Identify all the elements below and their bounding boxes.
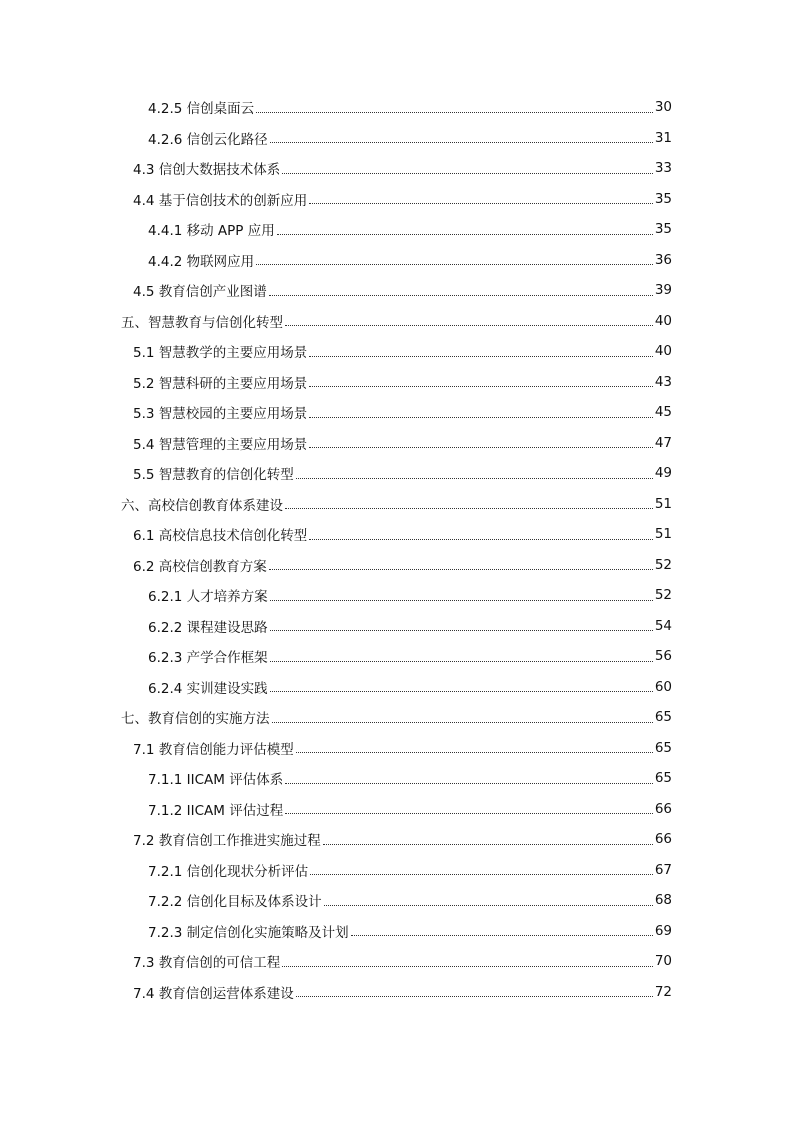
toc-entry[interactable]	[148, 794, 672, 824]
toc-entry[interactable]	[148, 763, 672, 793]
toc-entry-title: 4.4.2 物联网应用	[148, 253, 255, 270]
dot-leader	[324, 905, 653, 906]
toc-entry-title: 5.1 智慧教学的主要应用场景	[133, 345, 308, 361]
toc-entry-title: 5.2 智慧科研的主要应用场景	[133, 375, 308, 392]
toc-entry[interactable]	[148, 885, 672, 915]
toc-entry-title: 7.3 教育信创的可信工程	[133, 955, 281, 971]
toc-entry-title: 六、高校信创教育体系建设	[121, 497, 283, 514]
dot-leader	[285, 783, 653, 784]
toc-entry-page-number: 45	[654, 404, 672, 420]
dot-leader	[296, 478, 653, 479]
dot-leader	[256, 264, 653, 265]
toc-entry[interactable]	[133, 336, 672, 366]
toc-entry[interactable]	[133, 367, 672, 397]
toc-entry-title: 4.2.6 信创云化路径	[148, 131, 268, 148]
toc-entry-page-number: 65	[654, 770, 672, 786]
toc-entry-page-number: 69	[654, 922, 672, 939]
toc-entry[interactable]	[148, 916, 672, 946]
toc-entry-page-number: 30	[654, 99, 672, 115]
toc-entry-page-number: 54	[654, 617, 672, 634]
dot-leader	[277, 234, 653, 235]
toc-entry[interactable]	[133, 275, 672, 305]
toc-entry[interactable]	[133, 458, 672, 488]
toc-entry-page-number: 49	[654, 465, 672, 481]
toc-entry-page-number: 66	[654, 800, 672, 817]
toc-entry-page-number: 67	[654, 861, 672, 878]
dot-leader	[309, 203, 653, 204]
dot-leader	[282, 173, 653, 174]
dot-leader	[269, 569, 653, 570]
toc-entry-page-number: 43	[654, 373, 672, 390]
dot-leader	[270, 661, 653, 662]
toc-entry[interactable]	[148, 214, 672, 244]
toc-entry-title: 6.1 高校信息技术信创化转型	[133, 528, 308, 544]
toc-entry-page-number: 60	[654, 678, 672, 695]
toc-entry-title: 7.1 教育信创能力评估模型	[133, 741, 294, 758]
dot-leader	[309, 539, 653, 540]
toc-entry-title: 7.4 教育信创运营体系建设	[133, 985, 294, 1002]
dot-leader	[310, 874, 653, 875]
dot-leader	[285, 813, 653, 814]
toc-entry-page-number: 40	[654, 343, 672, 359]
toc-entry-page-number: 51	[654, 495, 672, 512]
toc-entry[interactable]	[133, 824, 672, 854]
dot-leader	[270, 142, 653, 143]
dot-leader	[351, 935, 653, 936]
toc-entry-title: 7.2.3 制定信创化实施策略及计划	[148, 924, 349, 941]
toc-entry[interactable]	[133, 428, 672, 458]
toc-entry-title: 7.2 教育信创工作推进实施过程	[133, 833, 321, 849]
toc-entry[interactable]	[121, 306, 672, 336]
toc-entry-title: 6.2.2 课程建设思路	[148, 619, 268, 636]
toc-entry-page-number: 47	[654, 434, 672, 451]
dot-leader	[285, 508, 653, 509]
toc-entry-title: 七、教育信创的实施方法	[121, 711, 270, 727]
dot-leader	[270, 630, 653, 631]
toc-entry[interactable]	[148, 611, 672, 641]
toc-entry-page-number: 35	[654, 221, 672, 237]
toc-entry-page-number: 66	[654, 831, 672, 847]
toc-entry-title: 6.2.4 实训建设实践	[148, 680, 268, 697]
toc-entry[interactable]	[121, 702, 672, 732]
toc-entry[interactable]	[148, 855, 672, 885]
toc-entry-title: 4.3 信创大数据技术体系	[133, 162, 281, 178]
dot-leader	[285, 325, 653, 326]
dot-leader	[282, 966, 653, 967]
toc-entry-page-number: 33	[654, 160, 672, 176]
toc-entry-title: 7.2.2 信创化目标及体系设计	[148, 894, 322, 910]
toc-entry-title: 4.4.1 移动 APP 应用	[148, 223, 275, 239]
toc-entry-title: 7.2.1 信创化现状分析评估	[148, 863, 309, 880]
toc-entry-title: 6.2.3 产学合作框架	[148, 650, 268, 666]
toc-entry[interactable]	[133, 946, 672, 976]
toc-entry[interactable]	[148, 641, 672, 671]
dot-leader	[270, 691, 653, 692]
toc-entry-page-number: 39	[654, 282, 672, 298]
dot-leader	[309, 417, 653, 418]
dot-leader	[270, 600, 653, 601]
toc-entry-title: 6.2.1 人才培养方案	[148, 589, 268, 605]
dot-leader	[323, 844, 653, 845]
toc-entry[interactable]	[148, 123, 672, 153]
toc-entry[interactable]	[148, 672, 672, 702]
toc-entry-page-number: 35	[654, 190, 672, 207]
dot-leader	[256, 112, 653, 113]
toc-entry-page-number: 65	[654, 709, 672, 725]
toc-entry-title: 4.2.5 信创桌面云	[148, 101, 255, 117]
toc-entry-title: 5.4 智慧管理的主要应用场景	[133, 436, 308, 453]
toc-entry[interactable]	[133, 397, 672, 427]
dot-leader	[272, 722, 653, 723]
toc-entry[interactable]	[121, 489, 672, 519]
dot-leader	[296, 996, 653, 997]
toc-entry-title: 7.1.2 IICAM 评估过程	[148, 802, 284, 819]
dot-leader	[309, 447, 653, 448]
dot-leader	[296, 752, 653, 753]
toc-entry-page-number: 36	[654, 251, 672, 268]
toc-entry-page-number: 40	[654, 312, 672, 329]
toc-entry-page-number: 65	[654, 739, 672, 756]
toc-entry[interactable]	[133, 977, 672, 1007]
toc-entry-page-number: 72	[654, 983, 672, 1000]
toc-entry-title: 五、智慧教育与信创化转型	[121, 314, 283, 331]
toc-entry[interactable]	[133, 519, 672, 549]
toc-entry-title: 5.3 智慧校园的主要应用场景	[133, 406, 308, 422]
dot-leader	[309, 356, 653, 357]
toc-entry-page-number: 70	[654, 953, 672, 969]
toc-entry-title: 7.1.1 IICAM 评估体系	[148, 772, 284, 788]
toc-entry[interactable]	[133, 184, 672, 214]
toc-entry-title: 5.5 智慧教育的信创化转型	[133, 467, 294, 483]
toc-entry-title: 4.5 教育信创产业图谱	[133, 284, 267, 300]
toc-entry-page-number: 52	[654, 587, 672, 603]
toc-entry[interactable]	[148, 245, 672, 275]
toc-entry[interactable]	[133, 733, 672, 763]
toc-entry-page-number: 52	[654, 556, 672, 573]
toc-entry-page-number: 31	[654, 129, 672, 146]
toc-entry-page-number: 68	[654, 892, 672, 908]
toc-entry-title: 4.4 基于信创技术的创新应用	[133, 192, 308, 209]
toc-entry[interactable]	[133, 550, 672, 580]
dot-leader	[269, 295, 653, 296]
toc-entry[interactable]	[133, 153, 672, 183]
toc-entry[interactable]	[148, 580, 672, 610]
dot-leader	[309, 386, 653, 387]
toc-entry[interactable]	[148, 92, 672, 122]
toc-entry-page-number: 51	[654, 526, 672, 542]
toc-entry-page-number: 56	[654, 648, 672, 664]
toc-entry-title: 6.2 高校信创教育方案	[133, 558, 267, 575]
